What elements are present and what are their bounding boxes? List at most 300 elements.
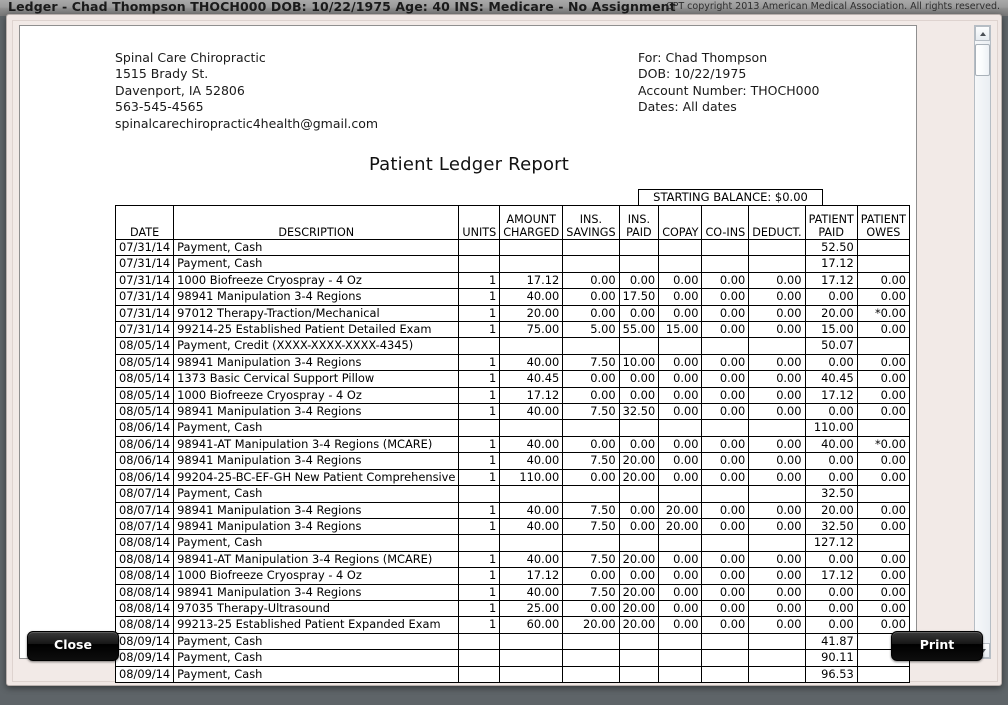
- cell-units: [459, 486, 500, 502]
- cell-description: 99204-25-BC-EF-GH New Patient Comprehensive: [174, 469, 459, 485]
- cell-amount-charged: 20.00: [500, 305, 563, 321]
- col-header-deduct: DEDUCT.: [749, 206, 805, 240]
- cell-patient-paid: 15.00: [805, 322, 857, 338]
- cell-ins-savings: 7.50: [563, 518, 619, 534]
- cell-copay: 20.00: [659, 518, 702, 534]
- cell-deduct: [749, 256, 805, 272]
- cell-copay: [659, 338, 702, 354]
- cell-patient-paid: 0.00: [805, 584, 857, 600]
- dialog-inner-panel: [12, 20, 998, 682]
- cell-patient-owes: 0.00: [857, 568, 909, 584]
- practice-name: Spinal Care Chiropractic: [115, 50, 266, 65]
- cell-amount-charged: [500, 420, 563, 436]
- cell-ins-paid: [619, 240, 659, 256]
- table-row[interactable]: [116, 551, 910, 567]
- cell-co-ins: [702, 486, 749, 502]
- cell-amount-charged: 40.00: [500, 436, 563, 452]
- cell-description: Payment, Cash: [174, 256, 459, 272]
- cell-ins-savings: 7.50: [563, 453, 619, 469]
- cell-copay: [659, 420, 702, 436]
- cell-co-ins: 0.00: [702, 600, 749, 616]
- cell-date: 08/05/14: [116, 354, 174, 370]
- cell-units: [459, 240, 500, 256]
- cell-description: Payment, Cash: [174, 650, 459, 666]
- cell-co-ins: 0.00: [702, 404, 749, 420]
- cell-units: 1: [459, 436, 500, 452]
- col-header-ins-savings: INS. SAVINGS: [563, 206, 619, 240]
- cell-patient-owes: 0.00: [857, 617, 909, 633]
- col-header-patient-owes: PATIENT OWES: [857, 206, 909, 240]
- cell-patient-owes: 0.00: [857, 600, 909, 616]
- cell-ins-savings: [563, 338, 619, 354]
- cell-deduct: 0.00: [749, 404, 805, 420]
- cell-date: 08/08/14: [116, 568, 174, 584]
- cell-patient-paid: 50.07: [805, 338, 857, 354]
- cell-copay: 0.00: [659, 354, 702, 370]
- cell-date: 08/09/14: [116, 666, 174, 682]
- cell-ins-savings: 0.00: [563, 289, 619, 305]
- table-row[interactable]: [116, 338, 910, 354]
- cell-description: 1000 Biofreeze Cryospray - 4 Oz: [174, 568, 459, 584]
- col-header-patient-paid: PATIENT PAID: [805, 206, 857, 240]
- patient-info-block: [638, 50, 819, 116]
- cell-ins-paid: 32.50: [619, 404, 659, 420]
- cell-patient-owes: [857, 420, 909, 436]
- cell-units: 1: [459, 469, 500, 485]
- cell-deduct: 0.00: [749, 469, 805, 485]
- cell-description: Payment, Cash: [174, 240, 459, 256]
- cell-co-ins: 0.00: [702, 584, 749, 600]
- cell-co-ins: 0.00: [702, 387, 749, 403]
- print-button[interactable]: Print: [891, 631, 983, 661]
- cell-amount-charged: 60.00: [500, 617, 563, 633]
- cell-patient-paid: 90.11: [805, 650, 857, 666]
- col-header-ins-paid: INS. PAID: [619, 206, 659, 240]
- scroll-up-button[interactable]: [975, 26, 990, 41]
- cell-ins-paid: 20.00: [619, 551, 659, 567]
- cell-description: Payment, Cash: [174, 486, 459, 502]
- cell-description: Payment, Cash: [174, 666, 459, 682]
- cell-description: 97012 Therapy-Traction/Mechanical: [174, 305, 459, 321]
- scrollbar-track[interactable]: [975, 41, 990, 643]
- cell-amount-charged: 40.00: [500, 354, 563, 370]
- cell-date: 08/09/14: [116, 650, 174, 666]
- table-row[interactable]: [116, 502, 910, 518]
- chevron-up-icon: [980, 32, 986, 36]
- cell-copay: 0.00: [659, 436, 702, 452]
- cell-ins-paid: 20.00: [619, 584, 659, 600]
- cell-ins-paid: 17.50: [619, 289, 659, 305]
- cell-units: [459, 535, 500, 551]
- cell-date: 08/05/14: [116, 338, 174, 354]
- cell-amount-charged: 25.00: [500, 600, 563, 616]
- cell-co-ins: 0.00: [702, 518, 749, 534]
- table-row[interactable]: [116, 535, 910, 551]
- cell-copay: 0.00: [659, 568, 702, 584]
- cell-ins-savings: 0.00: [563, 568, 619, 584]
- cell-ins-paid: 0.00: [619, 371, 659, 387]
- cell-patient-paid: 0.00: [805, 617, 857, 633]
- table-row[interactable]: [116, 486, 910, 502]
- cell-date: 08/06/14: [116, 420, 174, 436]
- cell-date: 08/08/14: [116, 551, 174, 567]
- cell-deduct: 0.00: [749, 371, 805, 387]
- cell-units: 1: [459, 272, 500, 288]
- cell-units: 1: [459, 551, 500, 567]
- cell-units: 1: [459, 404, 500, 420]
- table-row[interactable]: [116, 387, 910, 403]
- cell-deduct: 0.00: [749, 354, 805, 370]
- cell-amount-charged: 40.00: [500, 453, 563, 469]
- cell-ins-paid: 0.00: [619, 387, 659, 403]
- cell-co-ins: 0.00: [702, 453, 749, 469]
- cell-deduct: 0.00: [749, 305, 805, 321]
- cell-ins-paid: 10.00: [619, 354, 659, 370]
- table-row[interactable]: [116, 371, 910, 387]
- ledger-table: [115, 205, 910, 683]
- cell-ins-savings: 20.00: [563, 617, 619, 633]
- cell-units: 1: [459, 387, 500, 403]
- cell-deduct: [749, 535, 805, 551]
- patient-dob: DOB: 10/22/1975: [638, 66, 747, 82]
- starting-balance-box: STARTING BALANCE: $0.00: [638, 189, 823, 205]
- cell-patient-paid: 40.45: [805, 371, 857, 387]
- cell-copay: 15.00: [659, 322, 702, 338]
- col-header-co-ins: CO-INS: [702, 206, 749, 240]
- cell-ins-paid: 55.00: [619, 322, 659, 338]
- cell-description: 98941 Manipulation 3-4 Regions: [174, 289, 459, 305]
- cell-date: 08/07/14: [116, 486, 174, 502]
- cell-patient-paid: 96.53: [805, 666, 857, 682]
- cell-co-ins: 0.00: [702, 502, 749, 518]
- cell-date: 07/31/14: [116, 305, 174, 321]
- cell-deduct: [749, 486, 805, 502]
- scrollbar-thumb[interactable]: [975, 44, 990, 76]
- cell-description: 97035 Therapy-Ultrasound: [174, 600, 459, 616]
- cell-ins-savings: 7.50: [563, 584, 619, 600]
- cell-co-ins: [702, 420, 749, 436]
- cell-copay: 0.00: [659, 453, 702, 469]
- cell-patient-owes: 0.00: [857, 502, 909, 518]
- cell-deduct: 0.00: [749, 617, 805, 633]
- table-row[interactable]: [116, 453, 910, 469]
- table-row[interactable]: [116, 600, 910, 616]
- cell-date: 08/06/14: [116, 436, 174, 452]
- cell-amount-charged: 17.12: [500, 387, 563, 403]
- patient-date-range: Dates: All dates: [638, 99, 737, 115]
- cell-patient-owes: *0.00: [857, 436, 909, 452]
- practice-email: spinalcarechiropractic4health@gmail.com: [115, 115, 379, 131]
- col-header-amount-charged: AMOUNT CHARGED: [500, 206, 563, 240]
- cell-deduct: 0.00: [749, 584, 805, 600]
- cell-patient-owes: [857, 338, 909, 354]
- cell-amount-charged: 40.00: [500, 584, 563, 600]
- cell-ins-paid: 0.00: [619, 272, 659, 288]
- cell-ins-paid: [619, 256, 659, 272]
- cell-description: 98941 Manipulation 3-4 Regions: [174, 354, 459, 370]
- cell-patient-owes: 0.00: [857, 272, 909, 288]
- table-row[interactable]: [116, 469, 910, 485]
- cell-co-ins: [702, 256, 749, 272]
- col-header-units: UNITS: [459, 206, 500, 240]
- cell-date: 08/07/14: [116, 518, 174, 534]
- cell-ins-savings: 0.00: [563, 387, 619, 403]
- cell-description: 98941 Manipulation 3-4 Regions: [174, 502, 459, 518]
- cell-co-ins: 0.00: [702, 551, 749, 567]
- cell-copay: 0.00: [659, 289, 702, 305]
- cell-amount-charged: 40.00: [500, 404, 563, 420]
- cell-patient-paid: 52.50: [805, 240, 857, 256]
- cell-ins-paid: 20.00: [619, 469, 659, 485]
- ledger-report-dialog: [6, 14, 1002, 686]
- cell-units: 1: [459, 371, 500, 387]
- cell-amount-charged: 17.12: [500, 272, 563, 288]
- cell-description: 98941 Manipulation 3-4 Regions: [174, 404, 459, 420]
- cell-co-ins: 0.00: [702, 568, 749, 584]
- cell-amount-charged: [500, 338, 563, 354]
- cell-patient-paid: 32.50: [805, 518, 857, 534]
- cell-ins-paid: 0.00: [619, 568, 659, 584]
- cell-patient-owes: 0.00: [857, 322, 909, 338]
- cell-ins-savings: 0.00: [563, 600, 619, 616]
- cell-date: 08/06/14: [116, 453, 174, 469]
- cell-deduct: 0.00: [749, 436, 805, 452]
- table-row[interactable]: [116, 272, 910, 288]
- cell-ins-savings: 0.00: [563, 436, 619, 452]
- cell-patient-paid: 0.00: [805, 469, 857, 485]
- cell-units: 1: [459, 453, 500, 469]
- background-window-title: Ledger - Chad Thompson THOCH000 DOB: 10/22/1975 Age: 40 INS: Medicare - No Assignment: [8, 0, 676, 14]
- cell-patient-paid: 0.00: [805, 600, 857, 616]
- cell-ins-paid: 20.00: [619, 600, 659, 616]
- cell-units: 1: [459, 502, 500, 518]
- table-row[interactable]: [116, 354, 910, 370]
- cell-amount-charged: 40.00: [500, 518, 563, 534]
- close-button[interactable]: Close: [27, 631, 119, 661]
- cell-date: 07/31/14: [116, 272, 174, 288]
- cell-deduct: 0.00: [749, 518, 805, 534]
- cell-deduct: 0.00: [749, 322, 805, 338]
- cell-ins-paid: [619, 535, 659, 551]
- cell-patient-owes: 0.00: [857, 371, 909, 387]
- cell-units: 1: [459, 322, 500, 338]
- cell-copay: [659, 240, 702, 256]
- cell-patient-owes: [857, 535, 909, 551]
- report-scroll-viewport[interactable]: [19, 25, 917, 681]
- table-row[interactable]: [116, 404, 910, 420]
- cell-ins-paid: 20.00: [619, 453, 659, 469]
- cell-description: 99213-25 Established Patient Expanded Exam: [174, 617, 459, 633]
- cell-co-ins: [702, 535, 749, 551]
- cell-patient-owes: 0.00: [857, 453, 909, 469]
- cell-description: 98941 Manipulation 3-4 Regions: [174, 518, 459, 534]
- cell-copay: [659, 486, 702, 502]
- col-header-copay: COPAY: [659, 206, 702, 240]
- ledger-table-head: [116, 206, 910, 240]
- cell-description: 1000 Biofreeze Cryospray - 4 Oz: [174, 272, 459, 288]
- practice-street: 1515 Brady St.: [115, 66, 209, 82]
- cell-date: 07/31/14: [116, 256, 174, 272]
- table-row[interactable]: [116, 305, 910, 321]
- cell-description: 98941 Manipulation 3-4 Regions: [174, 453, 459, 469]
- cell-patient-paid: 0.00: [805, 289, 857, 305]
- cell-description: 98941-AT Manipulation 3-4 Regions (MCARE): [174, 551, 459, 567]
- cell-patient-paid: 20.00: [805, 305, 857, 321]
- cell-copay: 0.00: [659, 387, 702, 403]
- cell-description: 1000 Biofreeze Cryospray - 4 Oz: [174, 387, 459, 403]
- cell-patient-owes: 0.00: [857, 551, 909, 567]
- cell-ins-paid: 0.00: [619, 502, 659, 518]
- cell-units: 1: [459, 617, 500, 633]
- cell-copay: 0.00: [659, 272, 702, 288]
- cell-ins-savings: [563, 420, 619, 436]
- col-header-description: DESCRIPTION: [174, 206, 459, 240]
- cell-copay: 0.00: [659, 600, 702, 616]
- patient-account-number: Account Number: THOCH000: [638, 82, 820, 98]
- cell-description: 1373 Basic Cervical Support Pillow: [174, 371, 459, 387]
- cell-co-ins: 0.00: [702, 469, 749, 485]
- cell-ins-savings: 7.50: [563, 354, 619, 370]
- cell-patient-owes: *0.00: [857, 305, 909, 321]
- cell-copay: 0.00: [659, 469, 702, 485]
- cell-patient-owes: [857, 256, 909, 272]
- cell-patient-paid: 17.12: [805, 256, 857, 272]
- cell-patient-paid: 20.00: [805, 502, 857, 518]
- cell-patient-owes: 0.00: [857, 354, 909, 370]
- cell-date: 08/08/14: [116, 617, 174, 633]
- cell-patient-paid: 17.12: [805, 272, 857, 288]
- table-row[interactable]: [116, 256, 910, 272]
- cell-copay: 0.00: [659, 584, 702, 600]
- cell-ins-savings: [563, 535, 619, 551]
- cell-units: 1: [459, 518, 500, 534]
- cell-copay: 0.00: [659, 404, 702, 420]
- cell-ins-savings: 0.00: [563, 305, 619, 321]
- cell-patient-owes: 0.00: [857, 289, 909, 305]
- cell-date: 08/05/14: [116, 371, 174, 387]
- cell-ins-savings: 0.00: [563, 469, 619, 485]
- cell-patient-paid: 0.00: [805, 551, 857, 567]
- cell-ins-paid: [619, 338, 659, 354]
- cell-description: Payment, Cash: [174, 535, 459, 551]
- cell-deduct: [749, 240, 805, 256]
- cell-deduct: 0.00: [749, 551, 805, 567]
- cell-description: Payment, Cash: [174, 420, 459, 436]
- cell-patient-paid: 0.00: [805, 404, 857, 420]
- cell-amount-charged: 40.00: [500, 502, 563, 518]
- cell-date: 07/31/14: [116, 322, 174, 338]
- cell-date: 08/05/14: [116, 404, 174, 420]
- cell-co-ins: 0.00: [702, 289, 749, 305]
- cell-patient-owes: 0.00: [857, 387, 909, 403]
- cell-copay: 20.00: [659, 502, 702, 518]
- table-row[interactable]: [116, 289, 910, 305]
- col-header-date: DATE: [116, 206, 174, 240]
- cell-ins-savings: 5.00: [563, 322, 619, 338]
- table-row[interactable]: [116, 518, 910, 534]
- cell-patient-owes: [857, 486, 909, 502]
- cell-co-ins: [702, 240, 749, 256]
- cell-date: 08/05/14: [116, 387, 174, 403]
- cell-amount-charged: [500, 486, 563, 502]
- cell-ins-savings: [563, 256, 619, 272]
- table-row[interactable]: [116, 436, 910, 452]
- table-row[interactable]: [116, 568, 910, 584]
- report-vertical-scrollbar[interactable]: [974, 25, 991, 659]
- cell-units: 1: [459, 600, 500, 616]
- cell-patient-paid: 40.00: [805, 436, 857, 452]
- table-row[interactable]: [116, 240, 910, 256]
- cell-date: 07/31/14: [116, 289, 174, 305]
- table-row[interactable]: [116, 420, 910, 436]
- dialog-footer: [13, 623, 997, 681]
- cell-co-ins: 0.00: [702, 617, 749, 633]
- cell-deduct: 0.00: [749, 568, 805, 584]
- cell-deduct: 0.00: [749, 289, 805, 305]
- cell-amount-charged: 110.00: [500, 469, 563, 485]
- cell-date: 08/08/14: [116, 584, 174, 600]
- table-header-row: [116, 206, 910, 240]
- cell-copay: 0.00: [659, 371, 702, 387]
- cell-co-ins: 0.00: [702, 436, 749, 452]
- cell-amount-charged: 40.45: [500, 371, 563, 387]
- cell-co-ins: [702, 338, 749, 354]
- cell-patient-paid: 17.12: [805, 568, 857, 584]
- cell-deduct: 0.00: [749, 387, 805, 403]
- cell-date: 08/06/14: [116, 469, 174, 485]
- cell-patient-owes: 0.00: [857, 518, 909, 534]
- cell-amount-charged: 40.00: [500, 289, 563, 305]
- table-row[interactable]: [116, 322, 910, 338]
- cell-ins-paid: 0.00: [619, 436, 659, 452]
- cell-date: 08/08/14: [116, 535, 174, 551]
- cell-deduct: 0.00: [749, 272, 805, 288]
- cell-amount-charged: [500, 256, 563, 272]
- cell-patient-owes: 0.00: [857, 584, 909, 600]
- cell-description: Payment, Cash: [174, 633, 459, 649]
- cell-co-ins: 0.00: [702, 371, 749, 387]
- cell-description: 98941 Manipulation 3-4 Regions: [174, 584, 459, 600]
- cell-ins-savings: 7.50: [563, 502, 619, 518]
- cell-ins-savings: 7.50: [563, 404, 619, 420]
- cell-date: 07/31/14: [116, 240, 174, 256]
- table-row[interactable]: [116, 584, 910, 600]
- cell-ins-paid: [619, 420, 659, 436]
- cell-date: 08/09/14: [116, 633, 174, 649]
- cell-units: 1: [459, 289, 500, 305]
- cell-units: 1: [459, 305, 500, 321]
- cell-copay: [659, 535, 702, 551]
- cell-co-ins: 0.00: [702, 354, 749, 370]
- cell-units: 1: [459, 584, 500, 600]
- cpt-copyright-notice: CPT copyright 2013 American Medical Association. All rights reserved.: [665, 1, 1000, 12]
- cell-ins-savings: 7.50: [563, 551, 619, 567]
- cell-amount-charged: 17.12: [500, 568, 563, 584]
- cell-patient-paid: 0.00: [805, 453, 857, 469]
- cell-copay: [659, 256, 702, 272]
- practice-phone: 563-545-4565: [115, 99, 204, 115]
- cell-patient-paid: 32.50: [805, 486, 857, 502]
- cell-deduct: 0.00: [749, 502, 805, 518]
- cell-co-ins: 0.00: [702, 272, 749, 288]
- cell-ins-paid: 0.00: [619, 305, 659, 321]
- cell-amount-charged: [500, 240, 563, 256]
- patient-name: For: Chad Thompson: [638, 50, 768, 65]
- cell-patient-paid: 17.12: [805, 387, 857, 403]
- cell-copay: 0.00: [659, 617, 702, 633]
- cell-copay: 0.00: [659, 551, 702, 567]
- cell-patient-owes: 0.00: [857, 404, 909, 420]
